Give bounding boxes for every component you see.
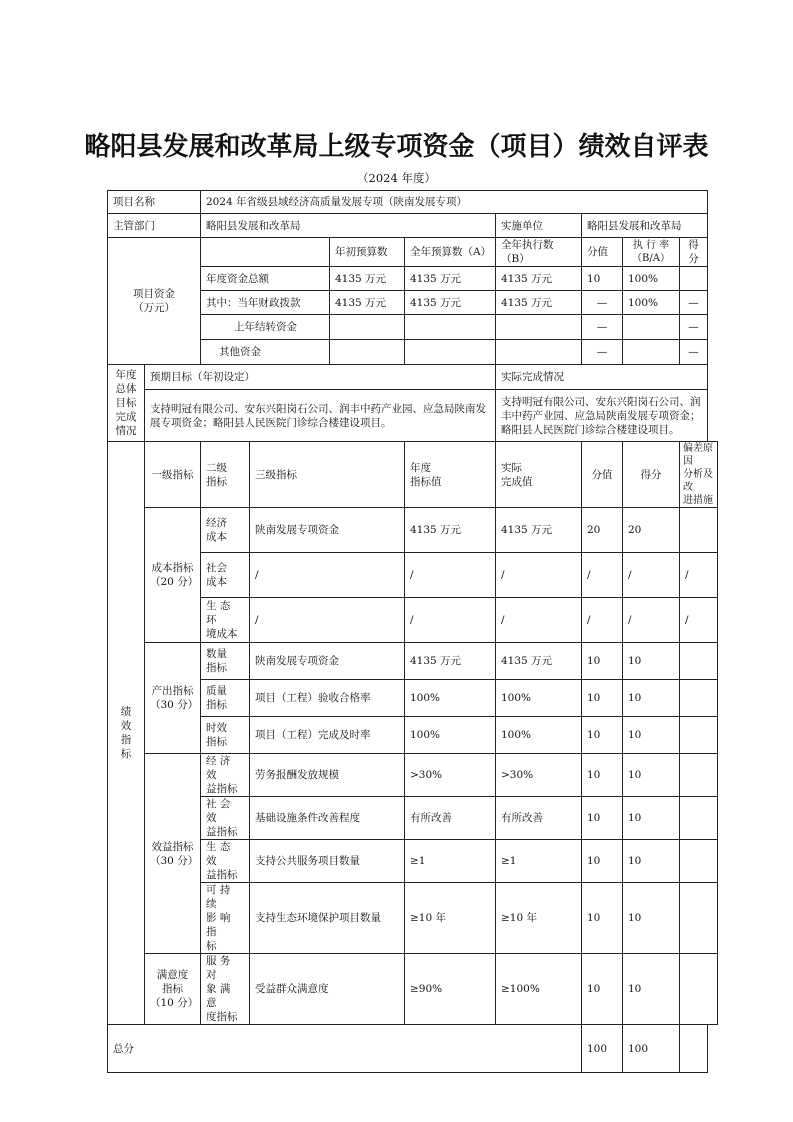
level2-indicator: 社会 成本 <box>201 553 250 598</box>
project-name-row <box>108 191 718 214</box>
goals-expected-text: 支持明冠有限公司、安东兴阳岗石公司、润丰中药产业园、应急局陕南发展专项资金；略阳县人民医院门诊综合楼建设项目。 <box>145 390 496 442</box>
level3-indicator: / <box>250 598 405 643</box>
funds-rate: 100% <box>623 267 680 291</box>
level2-indicator: 时效 指标 <box>201 717 250 754</box>
indicator-target: 4135 万元 <box>405 508 496 553</box>
indicators-label: 绩 效 指 标 <box>108 442 145 1025</box>
table-body <box>108 191 718 1073</box>
level2-indicator: 生 态 环 境成本 <box>201 598 250 643</box>
funds-row-label: 上年结转资金 <box>201 315 330 340</box>
indicator-got: / <box>623 598 680 643</box>
goals-header-row <box>108 365 718 390</box>
indicator-deviation <box>680 797 718 840</box>
funds-initial: 4135 万元 <box>330 291 405 315</box>
header-target: 年度 指标值 <box>405 442 496 508</box>
page-title: 略阳县发展和改革局上级专项资金（项目）绩效自评表 <box>84 132 709 162</box>
funds-got <box>680 267 708 291</box>
department-value: 略阳县发展和改革局 <box>201 214 496 238</box>
indicator-score: 10 <box>582 680 623 717</box>
level3-indicator: 陕南发展专项资金 <box>250 643 405 680</box>
indicator-got: 20 <box>623 508 680 553</box>
funds-got: — <box>680 315 708 340</box>
indicator-got: 10 <box>623 680 680 717</box>
indicator-score: 10 <box>582 840 623 883</box>
level2-indicator: 生 态 效 益指标 <box>201 840 250 883</box>
indicator-got: / <box>623 553 680 598</box>
indicator-deviation <box>680 954 718 1025</box>
indicator-deviation <box>680 680 718 717</box>
total-label: 总分 <box>108 1025 582 1073</box>
indicator-deviation: / <box>680 598 718 643</box>
funds-initial: 4135 万元 <box>330 267 405 291</box>
funds-rate <box>623 315 680 340</box>
indicator-score: / <box>582 598 623 643</box>
funds-initial <box>330 340 405 365</box>
year-label: （2024 年度） <box>357 171 436 185</box>
level3-indicator: 基础设施条件改善程度 <box>250 797 405 840</box>
level3-indicator: / <box>250 553 405 598</box>
funds-rate: 100% <box>623 291 680 315</box>
indicator-deviation <box>680 840 718 883</box>
header-got: 得分 <box>623 442 680 508</box>
indicator-actual: 100% <box>496 717 582 754</box>
funds-rate <box>623 340 680 365</box>
level1-indicator: 效益指标 （30 分） <box>145 754 201 954</box>
indicator-deviation <box>680 717 718 754</box>
funds-header-initial: 年初预算数 <box>330 238 405 267</box>
header-level2: 二级 指标 <box>201 442 250 508</box>
funds-initial <box>330 315 405 340</box>
indicator-actual: 100% <box>496 680 582 717</box>
funds-score: — <box>582 315 623 340</box>
impl-unit-value: 略阳县发展和改革局 <box>582 214 708 238</box>
indicator-row <box>108 643 718 680</box>
funds-header-score: 分值 <box>582 238 623 267</box>
indicators-header-row <box>108 442 718 508</box>
level3-indicator: 项目（工程）完成及时率 <box>250 717 405 754</box>
goals-expected-label: 预期目标（年初设定） <box>145 365 496 390</box>
level3-indicator: 项目（工程）验收合格率 <box>250 680 405 717</box>
indicator-actual: ≥1 <box>496 840 582 883</box>
header-level1: 一级指标 <box>145 442 201 508</box>
funds-row-label: 其他资金 <box>201 340 330 365</box>
funds-header-annual: 全年预算数（A） <box>405 238 496 267</box>
indicator-got: 10 <box>623 883 680 954</box>
funds-score: — <box>582 340 623 365</box>
indicator-actual: >30% <box>496 754 582 797</box>
project-name-value: 2024 年省级县域经济高质量发展专项（陕南发展专项） <box>201 191 708 214</box>
funds-score: — <box>582 291 623 315</box>
indicator-deviation <box>680 508 718 553</box>
total-score: 100 <box>582 1025 623 1073</box>
indicator-deviation <box>680 754 718 797</box>
indicator-deviation <box>680 883 718 954</box>
header-score: 分值 <box>582 442 623 508</box>
indicator-deviation <box>680 643 718 680</box>
goals-actual-label: 实际完成情况 <box>496 365 708 390</box>
funds-annual <box>405 340 496 365</box>
level2-indicator: 社 会 效 益指标 <box>201 797 250 840</box>
level2-indicator: 数量 指标 <box>201 643 250 680</box>
funds-got: — <box>680 291 708 315</box>
indicator-actual: / <box>496 553 582 598</box>
funds-header-executed: 全年执行数（B） <box>496 238 582 267</box>
funds-executed: 4135 万元 <box>496 267 582 291</box>
indicator-target: 4135 万元 <box>405 643 496 680</box>
funds-row-label: 年度资金总额 <box>201 267 330 291</box>
indicator-actual: / <box>496 598 582 643</box>
indicator-score: / <box>582 553 623 598</box>
project-name-label: 项目名称 <box>108 191 201 214</box>
indicator-actual: 4135 万元 <box>496 508 582 553</box>
indicator-target: ≥90% <box>405 954 496 1025</box>
indicator-actual: ≥10 年 <box>496 883 582 954</box>
level1-indicator: 成本指标 （20 分） <box>145 508 201 643</box>
funds-got: — <box>680 340 708 365</box>
total-empty-cell <box>680 1025 708 1073</box>
indicator-score: 10 <box>582 717 623 754</box>
funds-header-row <box>108 238 718 267</box>
indicator-got: 10 <box>623 754 680 797</box>
level1-indicator: 产出指标 （30 分） <box>145 643 201 754</box>
funds-header-got: 得 分 <box>680 238 708 267</box>
indicator-score: 10 <box>582 797 623 840</box>
funds-executed <box>496 340 582 365</box>
indicator-score: 10 <box>582 954 623 1025</box>
indicator-target: ≥10 年 <box>405 883 496 954</box>
level2-indicator: 经 济 效 益指标 <box>201 754 250 797</box>
funds-header-rate: 执 行 率 （B/A） <box>623 238 680 267</box>
indicator-target: / <box>405 553 496 598</box>
indicator-score: 20 <box>582 508 623 553</box>
goals-label: 年度 总体 目标 完成 情况 <box>108 365 145 442</box>
indicator-row <box>108 508 718 553</box>
indicator-actual: ≥100% <box>496 954 582 1025</box>
indicator-got: 10 <box>623 643 680 680</box>
funds-label: 项目资金 （万元） <box>108 238 201 365</box>
indicator-score: 10 <box>582 754 623 797</box>
header-deviation: 偏差原因 分析及改 进措施 <box>680 442 718 508</box>
indicator-target: / <box>405 598 496 643</box>
level1-indicator: 满意度 指标 （10 分） <box>145 954 201 1025</box>
level3-indicator: 受益群众满意度 <box>250 954 405 1025</box>
indicator-target: 有所改善 <box>405 797 496 840</box>
level2-indicator: 服 务 对 象 满 意 度指标 <box>201 954 250 1025</box>
impl-unit-label: 实施单位 <box>496 214 582 238</box>
indicator-target: 100% <box>405 717 496 754</box>
indicator-got: 10 <box>623 717 680 754</box>
indicator-actual: 4135 万元 <box>496 643 582 680</box>
indicator-target: >30% <box>405 754 496 797</box>
level2-indicator: 质量 指标 <box>201 680 250 717</box>
indicator-row <box>108 754 718 797</box>
indicator-got: 10 <box>623 954 680 1025</box>
level3-indicator: 陕南发展专项资金 <box>250 508 405 553</box>
funds-annual <box>405 315 496 340</box>
department-label: 主管部门 <box>108 214 201 238</box>
goals-actual-text: 支持明冠有限公司、安东兴阳岗石公司、润丰中药产业园、应急局陕南发展专项资金；略阳县人民医院门诊综合楼建设项目。 <box>496 390 708 442</box>
funds-score: 10 <box>582 267 623 291</box>
indicator-score: 10 <box>582 883 623 954</box>
indicator-got: 10 <box>623 840 680 883</box>
header-level3: 三级指标 <box>250 442 405 508</box>
level3-indicator: 支持生态环境保护项目数量 <box>250 883 405 954</box>
funds-executed: 4135 万元 <box>496 291 582 315</box>
level2-indicator: 可 持 续 影 响 指 标 <box>201 883 250 954</box>
indicator-deviation: / <box>680 553 718 598</box>
level3-indicator: 劳务报酬发放规模 <box>250 754 405 797</box>
indicator-score: 10 <box>582 643 623 680</box>
indicator-target: ≥1 <box>405 840 496 883</box>
level3-indicator: 支持公共服务项目数量 <box>250 840 405 883</box>
indicator-actual: 有所改善 <box>496 797 582 840</box>
funds-executed <box>496 315 582 340</box>
evaluation-table <box>107 190 718 1073</box>
level2-indicator: 经济 成本 <box>201 508 250 553</box>
indicator-target: 100% <box>405 680 496 717</box>
indicator-row <box>108 954 718 1025</box>
goals-text-row <box>108 390 718 442</box>
funds-row-label: 其中：当年财政拨款 <box>201 291 330 315</box>
header-actual: 实际 完成值 <box>496 442 582 508</box>
funds-annual: 4135 万元 <box>405 267 496 291</box>
total-row <box>108 1025 718 1073</box>
indicator-got: 10 <box>623 797 680 840</box>
funds-annual: 4135 万元 <box>405 291 496 315</box>
total-got: 100 <box>623 1025 680 1073</box>
department-row <box>108 214 718 238</box>
funds-corner-cell <box>201 238 330 267</box>
